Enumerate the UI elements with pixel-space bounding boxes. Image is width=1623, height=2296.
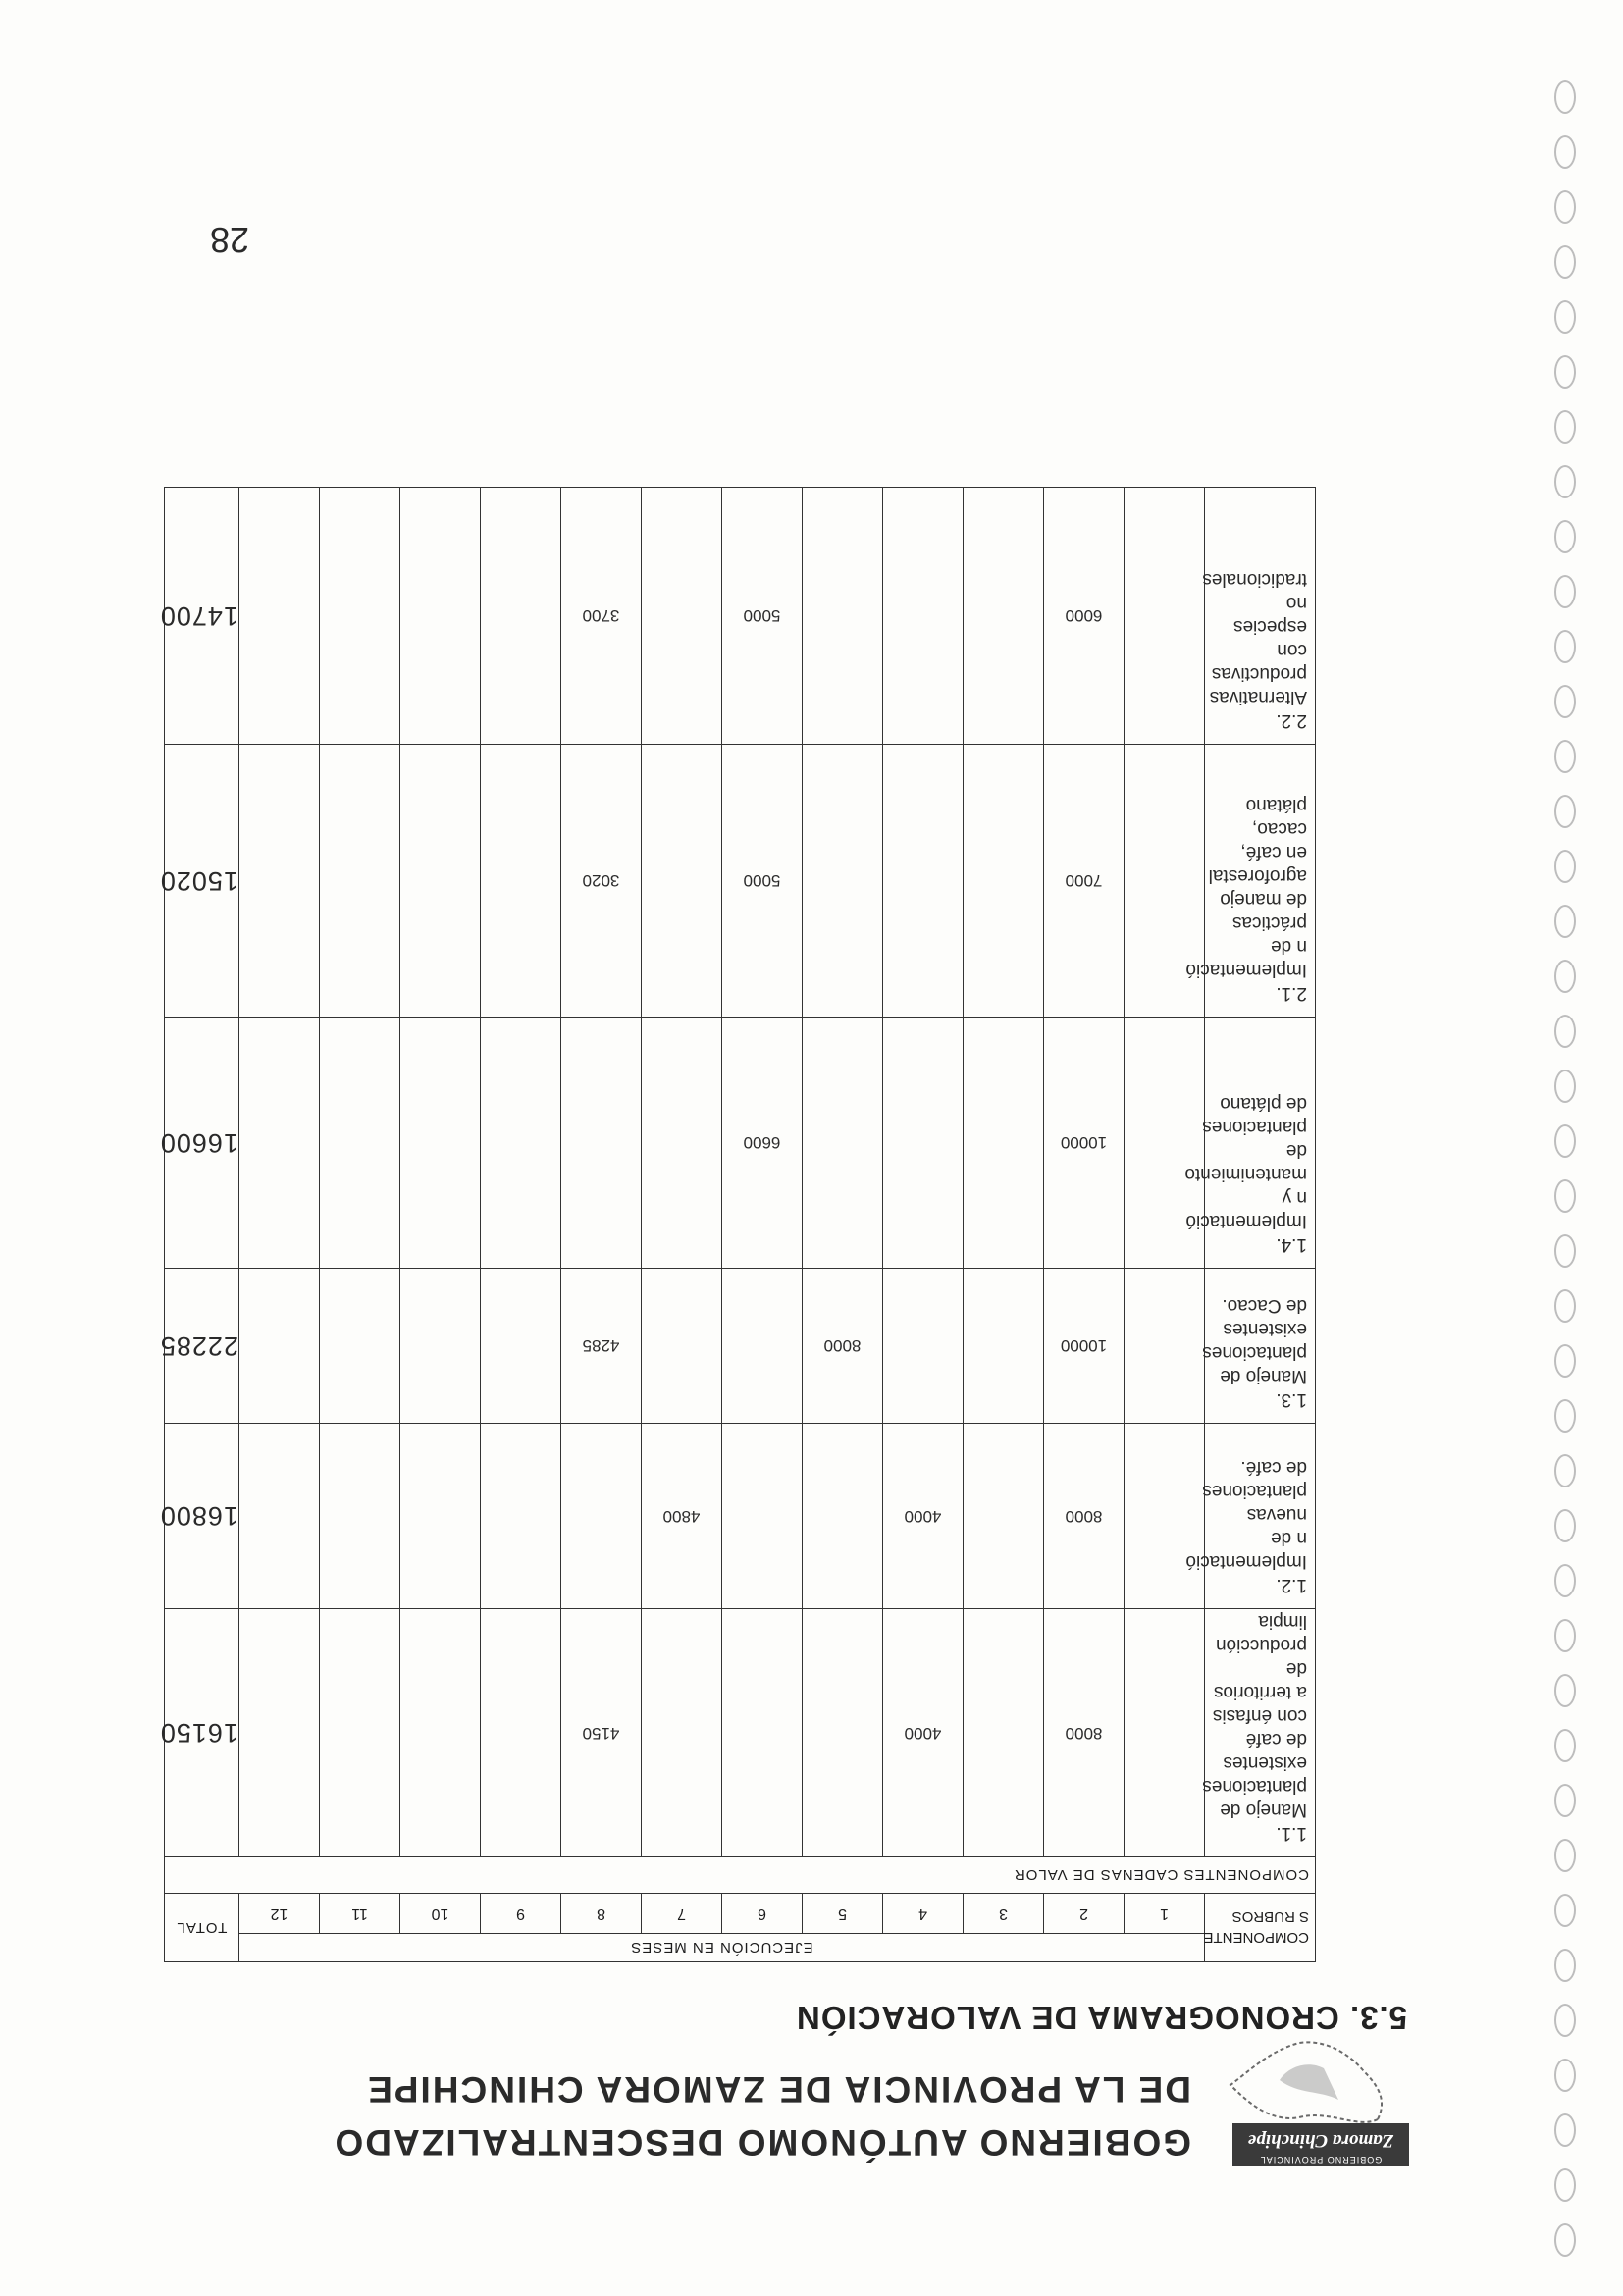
month-value-cell: 8000	[803, 1269, 883, 1424]
month-value-cell	[883, 488, 964, 745]
month-value-cell	[803, 745, 883, 1018]
month-value-cell	[803, 1424, 883, 1609]
month-value-cell	[481, 745, 561, 1018]
logo-line1: GOBIERNO PROVINCIAL	[1259, 2155, 1383, 2165]
binder-hole	[1554, 80, 1576, 114]
binder-hole	[1554, 960, 1576, 993]
month-value-cell: 3020	[561, 745, 642, 1018]
month-value-cell	[964, 745, 1044, 1018]
binder-hole	[1554, 2113, 1576, 2147]
months-row	[164, 1894, 1315, 1934]
binder-hole	[1554, 1015, 1576, 1048]
month-header: 2	[1044, 1894, 1125, 1934]
month-value-cell: 3700	[561, 488, 642, 745]
month-value-cell	[1125, 1269, 1205, 1424]
month-header: 11	[320, 1894, 400, 1934]
section-title: 5.3. CRONOGRAMA DE VALORACIÓN	[795, 2000, 1407, 2036]
month-value-cell	[722, 1609, 803, 1857]
month-value-cell: 4285	[561, 1269, 642, 1424]
component-header: COMPONENTE S RUBROS	[1205, 1894, 1316, 1962]
table-row	[164, 1269, 1315, 1424]
month-value-cell	[883, 745, 964, 1018]
binder-hole	[1554, 1674, 1576, 1707]
month-value-cell: 6600	[722, 1018, 803, 1269]
month-value-cell: 5000	[722, 745, 803, 1018]
month-value-cell: 6000	[1044, 488, 1125, 745]
month-header: 3	[964, 1894, 1044, 1934]
month-value-cell: 5000	[722, 488, 803, 745]
month-value-cell	[561, 1424, 642, 1609]
page-number: 28	[209, 220, 249, 260]
month-value-cell	[1125, 488, 1205, 745]
binder-hole	[1554, 190, 1576, 224]
row-total: 16150	[164, 1609, 238, 1857]
table-row	[164, 1018, 1315, 1269]
binder-hole	[1554, 1619, 1576, 1652]
month-value-cell	[238, 488, 319, 745]
rubro-label: 1.4. Implementació n y mantenimiento de plantaciones de plátano	[1205, 1018, 1316, 1269]
month-value-cell	[964, 1269, 1044, 1424]
month-value-cell	[1125, 1609, 1205, 1857]
row-total: 15020	[164, 745, 238, 1018]
binder-hole	[1554, 1564, 1576, 1597]
binder-hole	[1554, 465, 1576, 498]
month-value-cell	[642, 1609, 722, 1857]
row-total: 14700	[164, 488, 238, 745]
month-value-cell: 7000	[1044, 745, 1125, 1018]
month-value-cell	[803, 1018, 883, 1269]
binder-hole	[1554, 1289, 1576, 1323]
month-value-cell	[803, 1609, 883, 1857]
binder-hole	[1554, 685, 1576, 718]
binder-hole	[1554, 2168, 1576, 2202]
rubro-label: 1.1. Manejo de plantaciones existentes de café con énfasis a territorios de producción limpia	[1205, 1609, 1316, 1857]
month-value-cell	[238, 745, 319, 1018]
table-row	[164, 1609, 1315, 1857]
binder-hole	[1554, 520, 1576, 553]
month-value-cell: 8000	[1044, 1609, 1125, 1857]
month-header: 10	[400, 1894, 481, 1934]
month-value-cell	[238, 1018, 319, 1269]
total-header: TOTAL	[164, 1894, 238, 1962]
month-value-cell	[481, 1424, 561, 1609]
binder-hole	[1554, 135, 1576, 169]
binder-hole	[1554, 2059, 1576, 2092]
month-value-cell	[1125, 1424, 1205, 1609]
component-band: COMPONENTES CADENAS DE VALOR	[164, 1857, 1315, 1894]
binder-hole	[1554, 1949, 1576, 1982]
month-value-cell	[320, 1018, 400, 1269]
binder-hole	[1554, 300, 1576, 334]
binder-hole	[1554, 1894, 1576, 1927]
month-value-cell	[400, 745, 481, 1018]
binder-hole	[1554, 1454, 1576, 1487]
month-value-cell	[400, 1609, 481, 1857]
binder-hole	[1554, 1234, 1576, 1268]
month-value-cell	[964, 1424, 1044, 1609]
component-band-row	[164, 1857, 1315, 1894]
header-row	[164, 1934, 1315, 1962]
month-value-cell	[883, 1018, 964, 1269]
binder-holes	[1544, 39, 1584, 2257]
month-value-cell	[400, 488, 481, 745]
month-value-cell: 4000	[883, 1424, 964, 1609]
month-header: 8	[561, 1894, 642, 1934]
month-value-cell	[238, 1609, 319, 1857]
month-value-cell	[964, 1018, 1044, 1269]
execution-header: EJECUCIÓN EN MESES	[238, 1934, 1204, 1962]
month-header: 7	[642, 1894, 722, 1934]
month-value-cell: 10000	[1044, 1269, 1125, 1424]
binder-hole	[1554, 410, 1576, 444]
title-line1: GOBIERNO AUTÓNOMO DESCENTRALIZADO	[333, 2122, 1191, 2163]
month-value-cell	[964, 1609, 1044, 1857]
row-total: 16800	[164, 1424, 238, 1609]
month-value-cell	[964, 488, 1044, 745]
month-header: 1	[1125, 1894, 1205, 1934]
month-value-cell	[238, 1424, 319, 1609]
month-value-cell	[481, 488, 561, 745]
month-value-cell	[561, 1018, 642, 1269]
binder-hole	[1554, 1179, 1576, 1213]
month-header: 5	[803, 1894, 883, 1934]
binder-hole	[1554, 355, 1576, 389]
month-value-cell: 4000	[883, 1609, 964, 1857]
binder-hole	[1554, 740, 1576, 773]
month-value-cell	[803, 488, 883, 745]
valuation-schedule-table	[159, 487, 1316, 1962]
month-value-cell	[883, 1269, 964, 1424]
month-value-cell	[642, 488, 722, 745]
month-value-cell: 8000	[1044, 1424, 1125, 1609]
binder-hole	[1554, 850, 1576, 883]
binder-hole	[1554, 575, 1576, 608]
table-row	[164, 745, 1315, 1018]
page-title	[308, 2062, 1191, 2168]
logo-line2: Zamora Chinchipe	[1247, 2130, 1394, 2151]
month-value-cell	[320, 1424, 400, 1609]
rubro-label: 1.3. Manejo de plantaciones existentes de Cacao.	[1205, 1269, 1316, 1424]
month-value-cell	[481, 1269, 561, 1424]
binder-hole	[1554, 1729, 1576, 1762]
month-value-cell	[642, 745, 722, 1018]
binder-hole	[1554, 1344, 1576, 1378]
month-header: 9	[481, 1894, 561, 1934]
month-value-cell	[400, 1424, 481, 1609]
month-value-cell	[320, 1269, 400, 1424]
month-value-cell	[722, 1424, 803, 1609]
month-header: 4	[883, 1894, 964, 1934]
binder-hole	[1554, 905, 1576, 938]
month-value-cell	[320, 488, 400, 745]
month-value-cell	[481, 1609, 561, 1857]
title-line2: DE LA PROVINCIA DE ZAMORA CHINCHIPE	[366, 2069, 1191, 2110]
table-row	[164, 488, 1315, 745]
month-value-cell	[722, 1269, 803, 1424]
rubro-label: 2.2. Alternativas productivas con especies no tradicionales	[1205, 488, 1316, 745]
binder-hole	[1554, 795, 1576, 828]
binder-hole	[1554, 1509, 1576, 1542]
rubro-label: 1.2. Implementació n de nuevas plantaciones de café.	[1205, 1424, 1316, 1609]
row-total: 22285	[164, 1269, 238, 1424]
binder-hole	[1554, 1839, 1576, 1872]
month-value-cell: 10000	[1044, 1018, 1125, 1269]
binder-hole	[1554, 630, 1576, 663]
month-value-cell	[400, 1018, 481, 1269]
month-value-cell: 4800	[642, 1424, 722, 1609]
binder-hole	[1554, 1124, 1576, 1158]
month-value-cell	[320, 745, 400, 1018]
month-value-cell	[642, 1018, 722, 1269]
month-header: 12	[238, 1894, 319, 1934]
logo	[1211, 2031, 1417, 2178]
table-row	[164, 1424, 1315, 1609]
logo-band	[1232, 2123, 1409, 2166]
binder-hole	[1554, 245, 1576, 279]
binder-hole	[1554, 1784, 1576, 1817]
month-value-cell	[642, 1269, 722, 1424]
month-value-cell	[320, 1609, 400, 1857]
month-value-cell	[481, 1018, 561, 1269]
month-value-cell	[400, 1269, 481, 1424]
binder-hole	[1554, 1399, 1576, 1433]
row-total: 16600	[164, 1018, 238, 1269]
binder-hole	[1554, 2223, 1576, 2257]
month-header: 6	[722, 1894, 803, 1934]
binder-hole	[1554, 2004, 1576, 2037]
month-value-cell: 4150	[561, 1609, 642, 1857]
rubro-label: 2.1. Implementació n de prácticas de manejo agroforestal en café, cacao, plátano	[1205, 745, 1316, 1018]
binder-hole	[1554, 1070, 1576, 1103]
month-value-cell	[238, 1269, 319, 1424]
